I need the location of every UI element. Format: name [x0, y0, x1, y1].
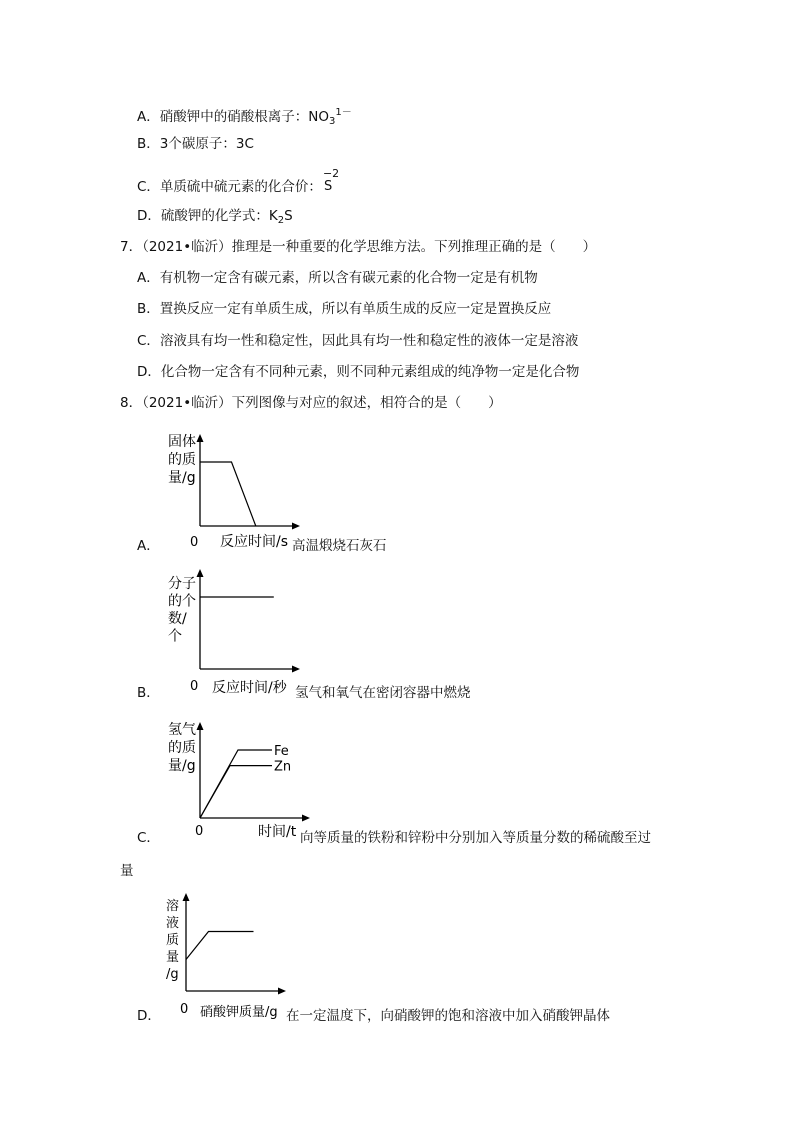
option-letter: B．	[137, 301, 160, 317]
series-label-fe: Fe	[274, 744, 289, 759]
y-axis-label: 溶	[166, 899, 180, 914]
option-letter: C．	[137, 830, 160, 846]
origin-label: 0	[190, 535, 199, 550]
q8-option-b-description: 氢气和氧气在密闭容器中燃烧	[295, 685, 471, 701]
y-axis-label: 氢气	[168, 722, 196, 738]
option-letter: B．	[137, 685, 160, 701]
y-axis-arrow	[197, 434, 204, 442]
y-axis-label: 量/g	[168, 470, 196, 486]
series-label-zn: Zn	[274, 759, 292, 775]
q8-option-a	[137, 537, 160, 555]
chart-a-solid-mass	[160, 428, 300, 558]
option-letter: A．	[137, 270, 160, 286]
q6-option-d	[137, 207, 293, 230]
valence-element: S	[323, 179, 333, 194]
option-letter: D．	[137, 364, 161, 380]
q8-stem: 8．（2021•临沂）下列图像与对应的叙述，相符合的是（ ）	[120, 395, 502, 411]
q6-option-b	[137, 135, 254, 153]
origin-label: 0	[195, 824, 204, 839]
y-axis-arrow	[183, 893, 190, 901]
q7-option-b	[137, 300, 551, 318]
x-axis-label: 反应时间/s	[220, 534, 289, 550]
origin-label: 0	[180, 1002, 189, 1017]
q7-option-d	[137, 363, 579, 381]
option-text: 溶液具有均一性和稳定性，因此具有均一性和稳定性的液体一定是溶液	[159, 333, 579, 349]
origin-label: 0	[190, 679, 199, 694]
y-axis-label: 的质	[168, 452, 196, 468]
q6-option-c	[137, 167, 340, 196]
x-axis-label: 时间/t	[258, 824, 297, 840]
y-axis-arrow	[197, 722, 204, 730]
x-axis-label: 硝酸钾质量/g	[200, 1005, 278, 1020]
y-axis-label: 量	[166, 950, 180, 965]
valence-value: −2	[322, 167, 340, 180]
series-line-fe	[200, 750, 272, 818]
formula-tail: S	[284, 208, 293, 224]
q8-option-d	[137, 1007, 161, 1025]
x-axis-arrow	[302, 815, 310, 822]
q8-option-c	[137, 829, 160, 847]
y-axis-label: 的个	[168, 593, 196, 610]
y-axis-label: 量/g	[168, 758, 196, 774]
option-letter: B．	[137, 136, 160, 152]
x-axis-arrow	[278, 988, 286, 995]
option-letter: D．	[137, 208, 161, 224]
x-axis-arrow	[292, 523, 300, 530]
x-axis-label: 反应时间/秒	[212, 680, 287, 696]
series-line	[186, 932, 254, 960]
y-axis-label: 液	[166, 916, 180, 931]
valence-notation	[322, 167, 340, 194]
option-letter: C．	[137, 179, 160, 195]
y-axis-label: 个	[168, 628, 182, 645]
option-text: 3个碳原子：3C	[159, 136, 254, 152]
option-text: 有机物一定含有碳元素，所以含有碳元素的化合物一定是有机物	[159, 270, 538, 286]
y-axis-label: 数/	[168, 611, 187, 627]
y-axis-label: 分子	[168, 576, 196, 592]
q8-option-a-description: 高温煅烧石灰石	[292, 538, 387, 554]
option-text: 硝酸钾中的硝酸根离子：NO	[159, 109, 329, 125]
chart-b-molecule-count	[160, 574, 300, 704]
q7-option-c	[137, 332, 578, 350]
option-text: 置换反应一定有单质生成，所以有单质生成的反应一定是置换反应	[159, 301, 552, 317]
x-axis-arrow	[292, 666, 300, 673]
subscript: 3	[328, 116, 336, 127]
option-letter: A．	[137, 538, 160, 554]
q7-stem: 7．（2021•临沂）推理是一种重要的化学思维方法。下列推理正确的是（ ）	[120, 239, 597, 255]
q8-option-c-description: 向等质量的铁粉和锌粉中分别加入等质量分数的稀硫酸至过	[300, 830, 651, 846]
option-letter: C．	[137, 333, 160, 349]
superscript: 1－	[335, 107, 352, 118]
option-text: 化合物一定含有不同种元素，则不同种元素组成的纯净物一定是化合物	[160, 364, 580, 380]
q8-option-d-description: 在一定温度下，向硝酸钾的饱和溶液中加入硝酸钾晶体	[286, 1008, 610, 1024]
y-axis-label: 的质	[168, 740, 196, 756]
q7-option-a	[137, 269, 538, 287]
subscript: 2	[277, 215, 285, 226]
chart-d-solution-mass	[160, 894, 290, 1024]
option-letter: A．	[137, 109, 160, 125]
y-axis-arrow	[197, 569, 204, 577]
option-text: 单质硫中硫元素的化合价：	[159, 179, 322, 195]
y-axis-label: /g	[166, 967, 179, 982]
q8-option-b	[137, 684, 160, 702]
y-axis-label: 质	[166, 933, 180, 948]
series-line-zn	[200, 766, 272, 818]
option-text: 硫酸钾的化学式：K	[160, 208, 278, 224]
series-line	[200, 462, 256, 526]
q8-option-c-continuation: 量	[120, 863, 134, 879]
q6-option-a	[137, 104, 352, 131]
option-letter: D．	[137, 1008, 161, 1024]
chart-c-hydrogen-mass	[160, 718, 310, 848]
y-axis-label: 固体	[168, 434, 196, 450]
